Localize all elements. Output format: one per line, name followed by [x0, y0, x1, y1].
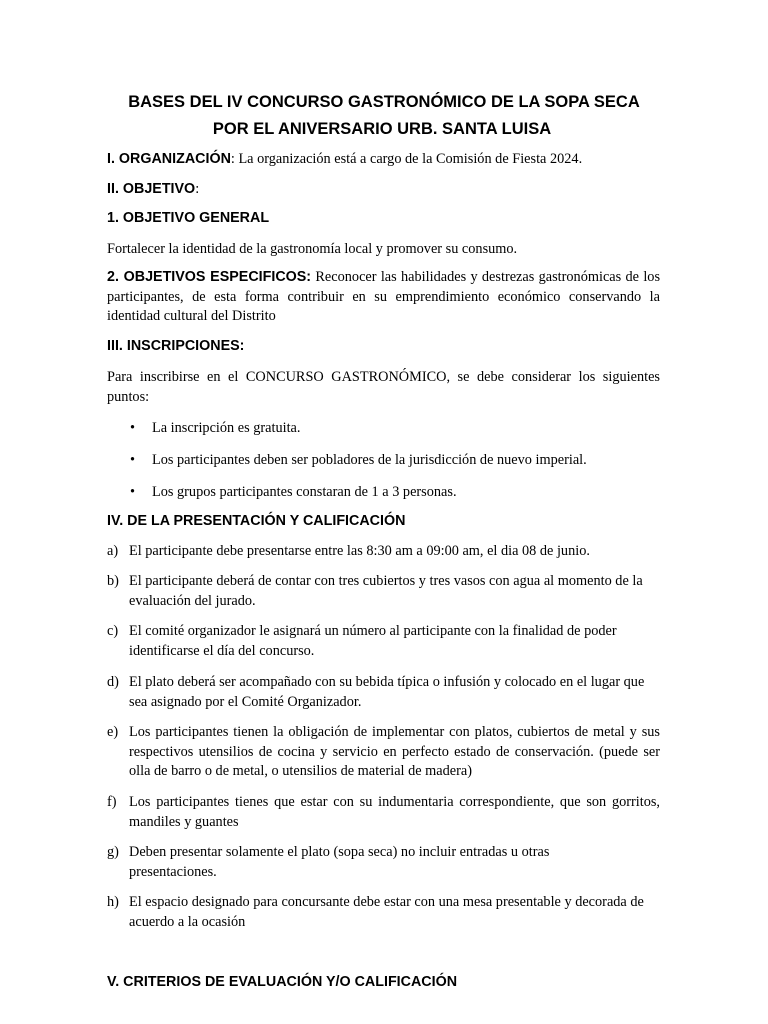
list-item-text: El comité organizador le asignará un número al participante con la finalidad de poder identificarse el día del concurso. — [129, 623, 617, 659]
bullet-icon: • — [130, 484, 136, 500]
section-organizacion-heading: I. ORGANIZACIÓN — [107, 151, 231, 167]
list-item — [107, 572, 660, 611]
bullet-icon: • — [130, 452, 136, 468]
section-objetivo — [107, 180, 660, 200]
section-organizacion-text: : La organización está a cargo de la Comisión de Fiesta 2024. — [230, 151, 583, 167]
document-title-line-1: BASES DEL IV CONCURSO GASTRONÓMICO DE LA SOPA SECA — [128, 93, 640, 111]
objetivos-especificos — [107, 268, 660, 327]
objetivo-general-text: Fortalecer la identidad de la gastronomía local y promover su consumo. — [107, 241, 518, 257]
objetivos-especificos-text: Reconocer las habilidades y destrezas gastronómicas de los participantes, de esta forma contribuir en su emprendimiento económico conservando la identidad cultural del Distrito — [107, 269, 661, 324]
list-item-letter: h) — [107, 894, 119, 910]
list-item-text: Los grupos participantes constaran de 1 a 3 personas. — [152, 484, 457, 500]
section-objetivo-colon: : — [195, 181, 200, 197]
section-organizacion — [107, 150, 660, 170]
objetivos-especificos-heading: 2. OBJETIVOS ESPECIFICOS: — [107, 269, 312, 285]
list-item-text: El plato deberá ser acompañado con su bebida típica o infusión y colocado en el lugar que sea asignado por el Comité Organizador. — [129, 674, 645, 710]
objetivo-general-heading: 1. OBJETIVO GENERAL — [107, 210, 270, 226]
list-item — [107, 542, 660, 562]
list-item-letter: f) — [107, 794, 117, 810]
presentacion-heading: IV. DE LA PRESENTACIÓN Y CALIFICACIÓN — [107, 513, 406, 529]
list-item-letter: b) — [107, 573, 119, 589]
list-item-text: La inscripción es gratuita. — [152, 420, 301, 436]
document-title-line-2: POR EL ANIVERSARIO URB. SANTA LUISA — [212, 120, 552, 138]
section-objetivo-heading: II. OBJETIVO — [107, 181, 196, 197]
list-item — [107, 622, 660, 661]
list-item-text: El espacio designado para concursante debe estar con una mesa presentable y decorada de acuerdo a la ocasión — [129, 894, 644, 930]
inscripciones-heading: III. INSCRIPCIONES: — [107, 338, 245, 354]
inscripciones-intro: Para inscribirse en el CONCURSO GASTRONÓMICO, se debe considerar los siguientes puntos: — [107, 369, 660, 405]
list-item-text: Los participantes deben ser pobladores de la jurisdicción de nuevo imperial. — [152, 452, 587, 468]
list-item-letter: g) — [107, 844, 119, 860]
list-item — [107, 893, 660, 932]
list-item-letter: d) — [107, 674, 119, 690]
list-item — [107, 673, 660, 712]
list-item-text: Deben presentar solamente el plato (sopa seca) no incluir entradas u otras presentaciones. — [129, 844, 550, 880]
bullet-icon: • — [130, 420, 136, 436]
list-item-letter: c) — [107, 623, 119, 639]
criterios-heading: V. CRITERIOS DE EVALUACIÓN Y/O CALIFICACIÓN — [107, 974, 458, 990]
list-item-text: El participante deberá de contar con tres cubiertos y tres vasos con agua al momento de la evaluación del jurado. — [129, 573, 643, 609]
list-item-text: Los participantes tienen la obligación de implementar con platos, cubiertos de metal y sus respectivos utensilios de cocina y servicio en perfecto estado de conservación. (puede ser olla de barro o de metal, o utensilios de material de madera) — [129, 724, 660, 779]
list-item-letter: a) — [107, 543, 119, 559]
list-item-text: Los participantes tienes que estar con su indumentaria correspondiente, que son gorritos, mandiles y guantes — [129, 794, 660, 830]
list-item-letter: e) — [107, 724, 119, 740]
list-item-text: El participante debe presentarse entre las 8:30 am a 09:00 am, el dia 08 de junio. — [129, 543, 590, 559]
list-item — [107, 843, 660, 882]
list-item — [107, 793, 660, 832]
list-item — [107, 723, 660, 782]
